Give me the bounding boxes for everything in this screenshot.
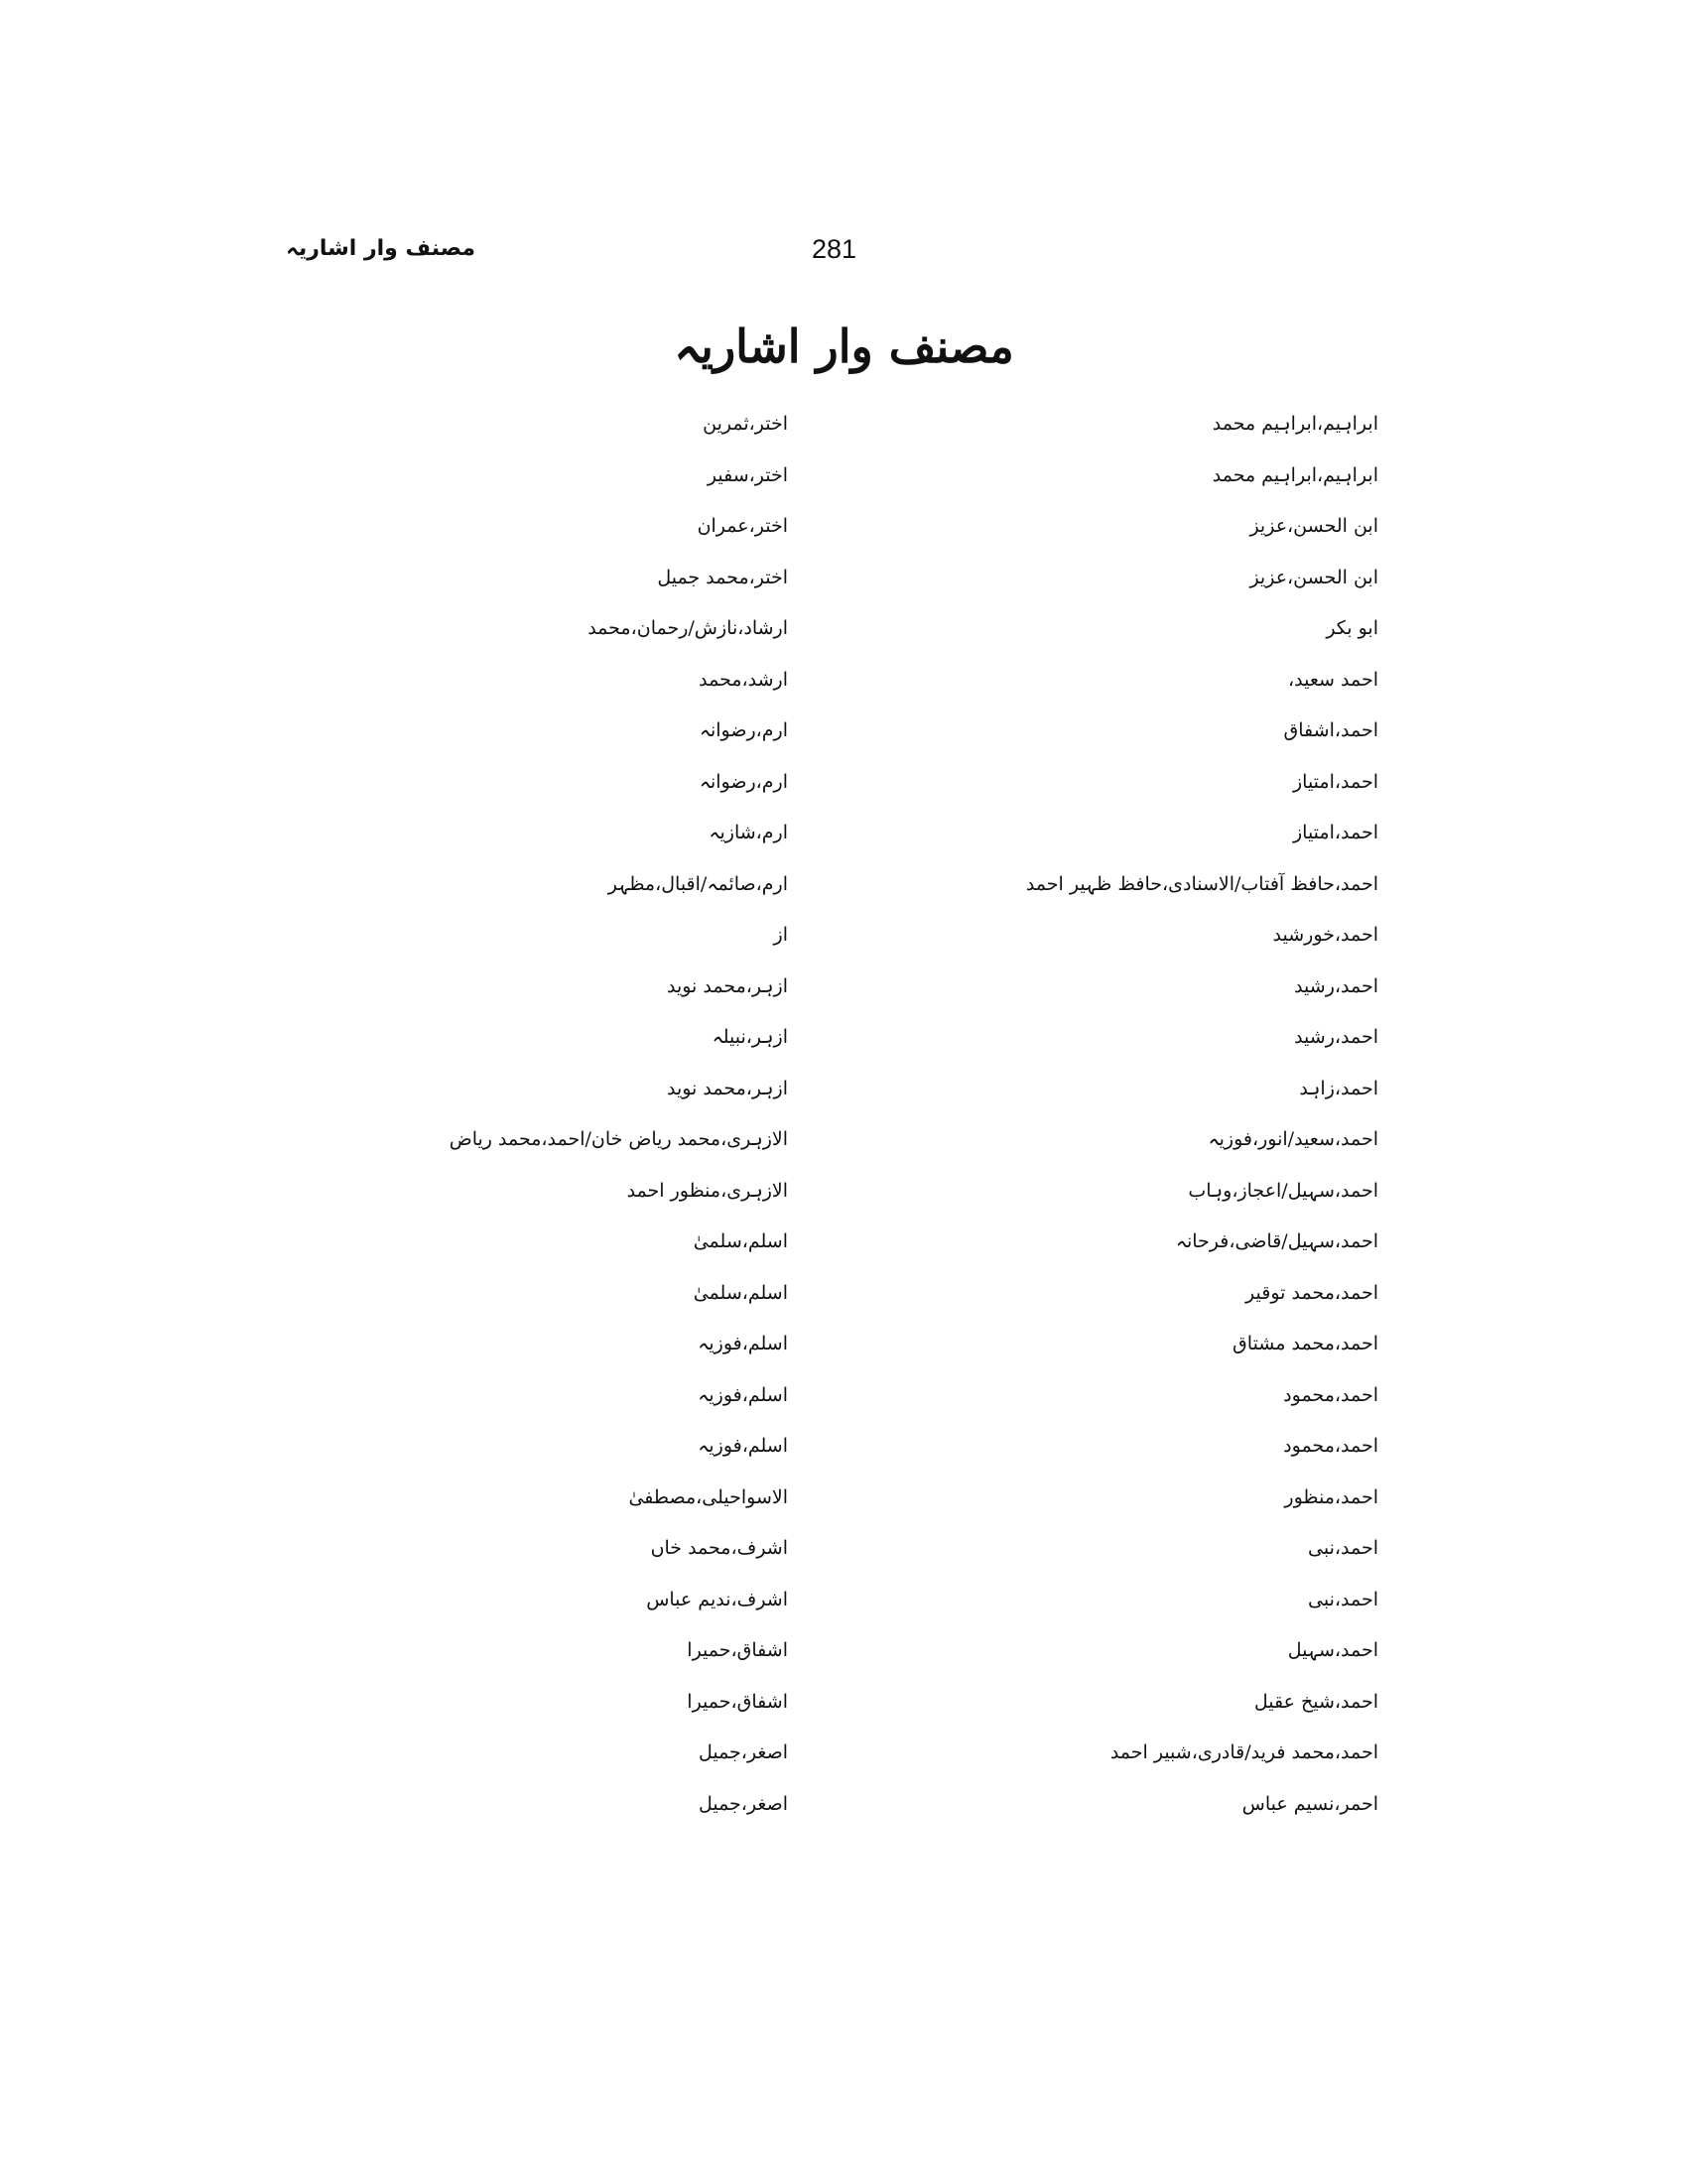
index-entry: اسلم،سلمیٰ	[693, 1230, 788, 1252]
index-entry: ارم،رضوانہ	[699, 770, 788, 793]
index-entry: الازہری،منظور احمد	[626, 1179, 788, 1202]
index-entry: احمد،محمد فرید/قادری،شبیر احمد	[1109, 1741, 1378, 1763]
index-entry: احمد،امتیاز	[1292, 822, 1378, 843]
index-entry: احمر،نسیم عباس	[1241, 1792, 1378, 1815]
index-entry: ارم،صائمہ/اقبال،مظہر	[607, 872, 788, 895]
index-entry: احمد،نبی	[1308, 1588, 1378, 1610]
index-entry: اختر،ثمرین	[703, 413, 788, 435]
index-entry: ازہر،محمد نوید	[666, 1077, 788, 1099]
index-entry: اسلم،سلمیٰ	[693, 1281, 788, 1304]
index-entry: الاسواحیلی،مصطفیٰ	[628, 1485, 788, 1508]
running-header	[0, 236, 1688, 276]
index-entry: ارم،شازیہ	[709, 822, 788, 843]
index-entry: احمد،سہیل	[1287, 1639, 1378, 1661]
index-entry: ارم،رضوانہ	[699, 719, 788, 741]
index-entry: احمد،امتیاز	[1292, 770, 1378, 793]
index-entry: ازہر،نبیلہ	[712, 1026, 788, 1048]
index-entry: احمد،نبی	[1308, 1537, 1378, 1559]
index-entry: احمد،محمد توقیر	[1245, 1281, 1378, 1304]
index-entry: اسلم،فوزیہ	[698, 1333, 788, 1354]
index-entry: اشرف،محمد خاں	[650, 1537, 788, 1559]
index-entry: ابن الحسن،عزیز	[1249, 566, 1378, 588]
index-entry: الازہری،محمد ریاض خان/احمد،محمد ریاض	[449, 1128, 788, 1150]
index-entry: احمد،رشید	[1294, 1026, 1378, 1048]
index-entry: ارشد،محمد	[699, 668, 788, 691]
index-entry: احمد،محمود	[1283, 1383, 1378, 1406]
index-column-right	[1026, 399, 1378, 1830]
index-entry: احمد،اشفاق	[1283, 719, 1378, 741]
index-entry: اختر،عمران	[697, 515, 788, 537]
index-entry: احمد،منظور	[1284, 1485, 1378, 1508]
index-entry: احمد،رشید	[1294, 974, 1378, 997]
page-title: مصنف وار اشاریہ	[674, 320, 1014, 373]
index-entry: ابراہیم،ابراہیم محمد	[1212, 463, 1378, 486]
index-column-left	[450, 399, 788, 1830]
page-number: 281	[812, 234, 857, 264]
index-entry: احمد،سعید/انور،فوزیہ	[1208, 1128, 1378, 1150]
index-entry: احمد،خورشید	[1272, 924, 1378, 946]
index-entry: اسلم،فوزیہ	[698, 1435, 788, 1457]
index-entry: احمد،محمد مشتاق	[1233, 1333, 1378, 1354]
index-entry: احمد،سہیل/قاضی،فرحانہ	[1175, 1230, 1378, 1252]
index-entry: ابو بکر	[1326, 617, 1378, 639]
index-entry: اسلم،فوزیہ	[698, 1383, 788, 1406]
index-entry: اختر،محمد جمیل	[657, 566, 788, 588]
index-entry: احمد،حافظ آفتاب/الاسنادی،حافظ ظہیر احمد	[1025, 872, 1378, 895]
index-entry: ارشاد،نازش/رحمان،محمد	[587, 617, 788, 639]
index-entry: اشفاق،حمیرا	[687, 1690, 788, 1713]
index-entry: ابراہیم،ابراہیم محمد	[1212, 413, 1378, 435]
index-entry: احمد،محمود	[1283, 1435, 1378, 1457]
index-entry: ابن الحسن،عزیز	[1249, 515, 1378, 537]
index-entry: اشرف،ندیم عباس	[646, 1588, 788, 1610]
index-entry: اصغر،جمیل	[698, 1792, 788, 1815]
index-entry: احمد،زاہد	[1299, 1077, 1378, 1099]
index-entry: اختر،سفیر	[707, 463, 788, 486]
index-entry: ازہر،محمد نوید	[666, 974, 788, 997]
index-entry: از	[773, 924, 788, 946]
index-entry: احمد سعید،	[1288, 668, 1378, 691]
running-title: مصنف وار اشاریہ	[286, 236, 475, 261]
index-entry: اصغر،جمیل	[698, 1741, 788, 1763]
index-entry: احمد،سہیل/اعجاز،وہاب	[1188, 1179, 1378, 1202]
index-entry: احمد،شیخ عقیل	[1253, 1690, 1378, 1713]
index-entry: اشفاق،حمیرا	[687, 1639, 788, 1661]
